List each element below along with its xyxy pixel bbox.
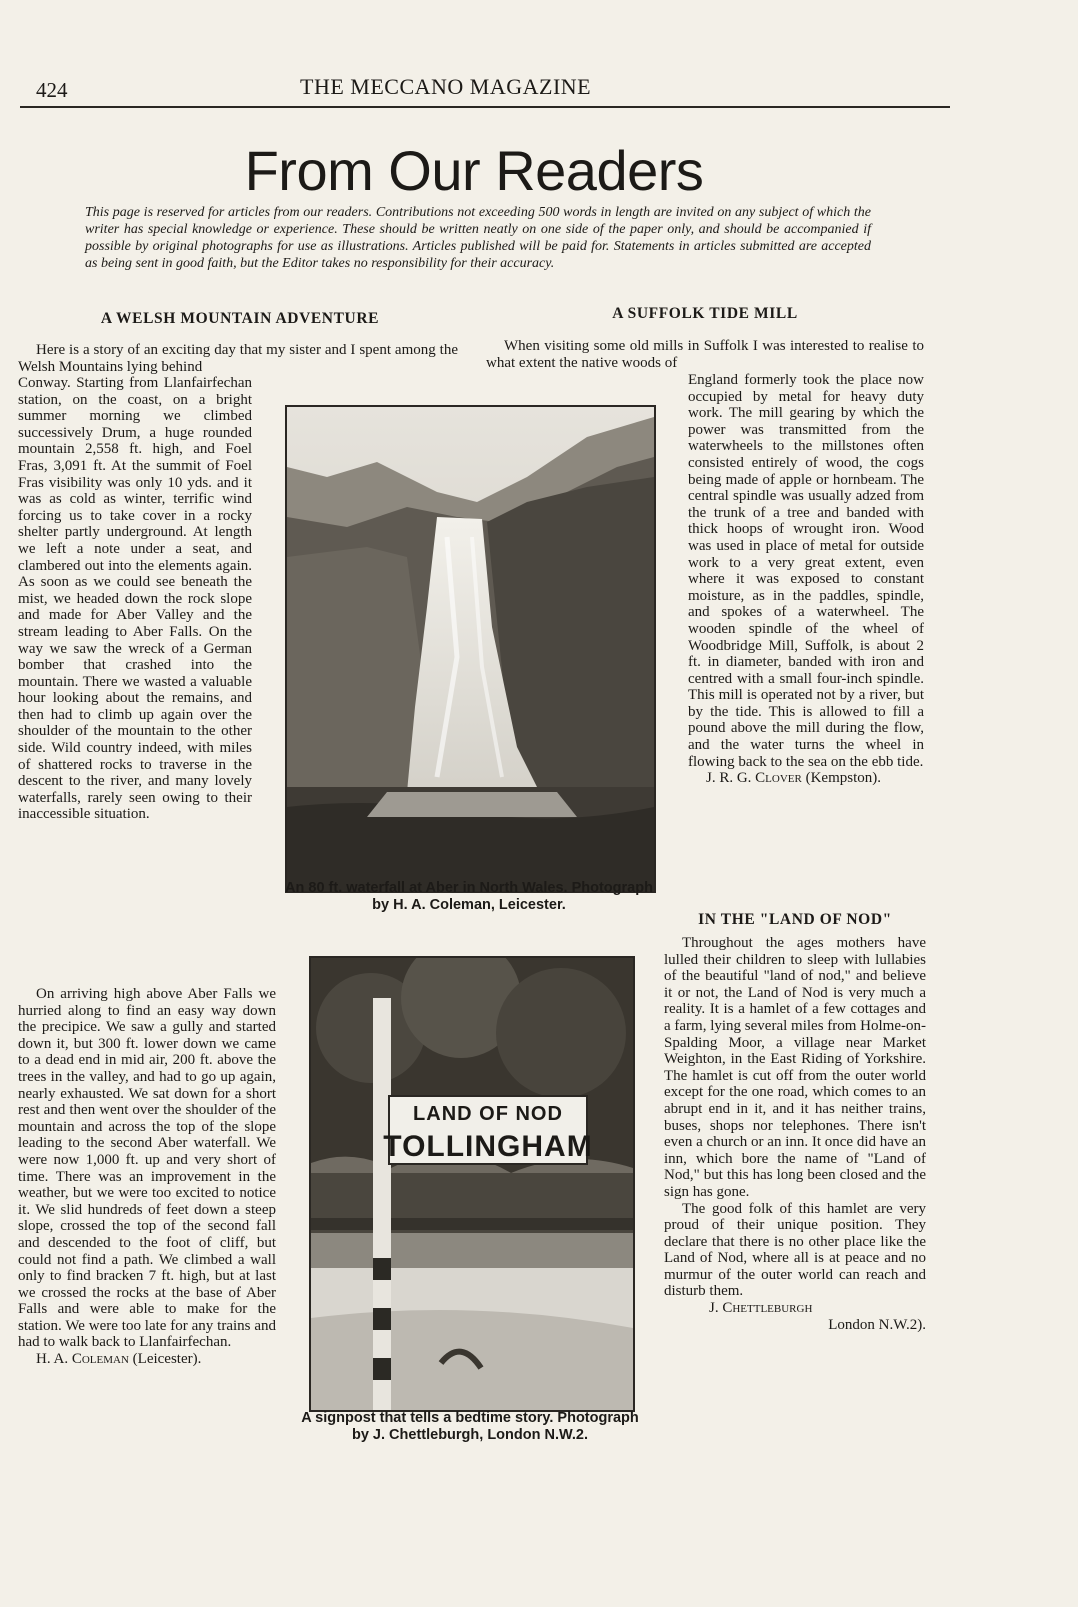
suffolk-paragraph: England formerly took the place now occupied by metal for heavy duty work. The mill gearing by which the power was transmitted from the waterwheels to the millstones often consisted entirely of wood, the cogs being made of apple or hornbeam. The central spindle was usually adzed from the trunk of a tree and banded with thick hoops of wrought iron. Wood was used in place of metal for outside work to a very great extent, even where it was exposed to constant moisture, as in the paddles, spindle, and spokes of a waterwheel. The wooden spindle of the wheel of Woodbridge Mill, Suffolk, is about 2 ft. in diameter, banded with iron and centred with a small four-inch spindle. This mill is operated not by a river, but by the tide. This is allowed to fill a pound above the mill during the flow, and the water turns the wheel in flowing back to the sea on the ebb tide. — [688, 372, 924, 770]
welsh-lead-text: Here is a story of an exciting day that my sister and I spent among the Welsh Mountains lying behind — [18, 342, 458, 375]
welsh-body-bottom — [18, 986, 276, 1368]
welsh-body-top — [18, 375, 252, 823]
signpost-illustration — [311, 958, 633, 1410]
waterfall-photo — [285, 405, 656, 893]
suffolk-body — [688, 372, 924, 787]
welsh-paragraph-2: On arriving high above Aber Falls we hurried along to find an easy way down the precipice. We saw a gully and started down it, but 300 ft. lower down we came to a dead end in mid air, 200 ft. above the trees in the valley, and had to go up again, nearly exhausted. We sat down for a short rest and then went over the shoulder of the mountain and across the top of the slope leading to the second Aber waterfall. We were now 1,000 ft. up and very short of time. There was an improvement in the weather, but we were too excited to notice it. We slid hundreds of feet down a steep slope, crossed the top of the second fall and descended to the foot of cliff, but could not find a path. We climbed a wall only to find bracken 7 ft. high, but at last we crossed the rocks at the base of Aber Falls and were able to make for the station. We were too late for any trains and had to walk back to Llanfairfechan. — [18, 986, 276, 1351]
intro-paragraph: This page is reserved for articles from our readers. Contributions not exceeding 500 words in length are invited on any subject of which the writer has special knowledge or experience. These should be written neatly on one side of the paper only, and should be accompanied if possible by original photographs for use as illustrations. Articles published will be paid for. Statements in articles submitted are accepted as being sent in good faith, but the Editor takes no responsibility for their accuracy. — [85, 205, 871, 271]
nod-signature-place-line — [664, 1317, 926, 1334]
suffolk-lead — [486, 338, 924, 371]
suffolk-signature-place: (Kempston). — [805, 770, 881, 787]
nod-body — [664, 935, 926, 1333]
signpost-photo — [309, 956, 635, 1412]
welsh-signature-place: (Leicester). — [132, 1351, 202, 1368]
nod-paragraph-2: The good folk of this hamlet are very proud of their unique position. They declare that there is no other place like the Land of Nod, where all is at peace and no murmur of the outer world can reach and disturb them. — [664, 1200, 926, 1300]
waterfall-caption: An 80 ft. waterfall at Aber in North Wales. Photograph by H. A. Coleman, Leicester. — [285, 880, 653, 913]
welsh-signature-name: H. A. Coleman — [36, 1351, 129, 1368]
suffolk-signature-name: J. R. G. Clover — [706, 770, 802, 787]
welsh-lead — [18, 342, 458, 375]
nod-heading: IN THE "LAND OF NOD" — [698, 911, 892, 928]
welsh-paragraph-1: Conway. Starting from Llanfairfechan station, on the coast, on a bright summer morning we climbed successively Drum, a huge rounded mountain 2,558 ft. high, and Foel Fras, 3,091 ft. At the summit of Foel Fras visibility was only 10 yds. and it was as cold as winter, terrific wind forcing us to take cover in a rocky shelter partly underground. At length we left a note under a seat, and clambered out into the elements again. As soon as we could see beneath the mist, we headed down the rock slope and made for Aber Valley and the stream leading to Aber Falls. On the way we saw the wreck of a German bomber that crashed into the mountain. There we wasted a valuable hour looking about the remains, and then had to climb up again over the shoulder of the mountain to the other side. Wild country indeed, with miles of shattered rocks to traverse in the descent to the river, and many lovely waterfalls, rarely seen owing to their inaccessible situation. — [18, 375, 252, 823]
nod-signature-place: London N.W.2). — [828, 1316, 926, 1333]
sign-line-1: LAND OF NOD — [413, 1103, 563, 1125]
signpost-caption: A signpost that tells a bedtime story. Photograph by J. Chettleburgh, London N.W.2. — [301, 1410, 639, 1443]
nod-paragraph-1: Throughout the ages mothers have lulled their children to sleep with lullabies of the beautiful "land of nod," and believe it or not, the Land of Nod is very much a reality. It is a hamlet of a few cottages and a farm, lying several miles from Holme-on-Spalding Moor, a village near Market Weighton, in the East Riding of Yorkshire. The hamlet is cut off from the outer world except for the one road, which comes to an abrupt end in it, and it has neither trains, buses, shops nor telephones. There isn't even a church or an inn. It once did have an inn, which bore the name of "Land of Nod," but this has long been closed and the sign has gone. — [664, 935, 927, 1200]
nod-signature-name-line — [664, 1300, 926, 1317]
suffolk-signature — [688, 770, 924, 787]
nod-signature-name: J. Chettleburgh — [709, 1300, 813, 1317]
welsh-signature — [18, 1351, 276, 1368]
sign-line-2: TOLLINGHAM — [383, 1130, 593, 1163]
running-head: THE MECCANO MAGAZINE — [300, 74, 592, 99]
suffolk-heading: A SUFFOLK TIDE MILL — [612, 305, 798, 322]
welsh-heading: A WELSH MOUNTAIN ADVENTURE — [100, 310, 380, 327]
page-title: From Our Readers — [244, 139, 704, 202]
suffolk-lead-text: When visiting some old mills in Suffolk I was interested to realise to what extent the native woods of — [486, 338, 924, 371]
page-number: 424 — [36, 78, 68, 102]
header-rule — [20, 106, 950, 108]
waterfall-illustration — [287, 407, 654, 891]
